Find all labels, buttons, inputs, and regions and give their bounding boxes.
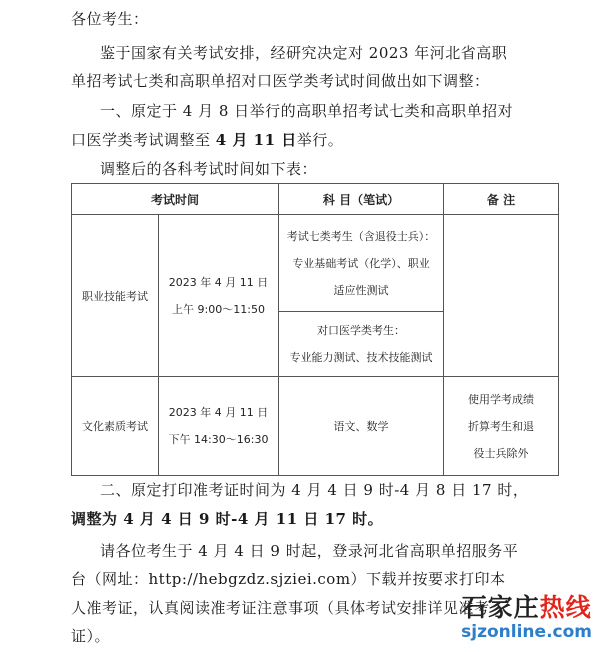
subject-line: 考试七类考生（含退役士兵）： [286, 229, 436, 243]
table-intro: 调整后的各科考试时间如下表： [100, 160, 318, 178]
site-watermark [461, 588, 592, 642]
exam-name-cell: 职业技能考试 [72, 215, 159, 377]
header-note: 备 注 [444, 184, 559, 215]
exam-time: 下午 14:30～16:30 [168, 433, 269, 446]
table-row [72, 377, 559, 476]
exam-datetime-cell [159, 377, 279, 476]
subject-cell [279, 312, 444, 377]
exam-schedule-table [71, 183, 559, 476]
table-row [72, 215, 559, 312]
item3-line-4: 证）。 [71, 627, 111, 645]
item3-line-1: 请各位考生于 4 月 4 日 9 时起，登录河北省高职单招服务平 [100, 542, 519, 560]
note-line: 折算考生和退 [468, 419, 535, 433]
watermark-dark: 石家庄 [461, 593, 540, 622]
exam-datetime-cell [159, 215, 279, 377]
item2-line-1: 二、原定打印准考证时间为 4 月 4 日 9 时-4 月 8 日 17 时， [100, 481, 529, 499]
subject-line: 适应性测试 [333, 283, 389, 297]
note-line: 役士兵除外 [473, 446, 529, 460]
subject-line: 专业基础考试（化学）、职业 [292, 256, 430, 270]
item1-line-2 [71, 129, 343, 150]
item1-line-1: 一、原定于 4 月 8 日举行的高职单招考试七类和高职单招对 [100, 102, 514, 120]
item1-text-c: 举行。 [296, 131, 344, 149]
salutation: 各位考生： [71, 10, 149, 28]
header-subject: 科 目（笔试） [279, 184, 444, 215]
subject-line: 对口医学类考生： [317, 324, 406, 337]
header-exam-time: 考试时间 [72, 184, 279, 215]
subject-cell [279, 215, 444, 312]
item2-line-2: 调整为 4 月 4 日 9 时-4 月 11 日 17 时。 [71, 510, 384, 528]
table-header-row [72, 184, 559, 215]
intro-line-1: 鉴于国家有关考试安排，经研究决定对 2023 年河北省高职 [100, 44, 508, 62]
exam-time: 上午 9:00～11:50 [172, 302, 265, 316]
item1-date-bold: 4 月 11 日 [215, 131, 297, 149]
item1-text-a: 口医学类考试调整至 [71, 131, 216, 149]
intro-line-2: 单招考试七类和高职单招对口医学类考试时间做出如下调整： [71, 72, 490, 90]
note-line: 使用学考成绩 [468, 392, 535, 406]
watermark-red: 热线 [539, 593, 592, 622]
exam-date: 2023 年 4 月 11 日 [168, 275, 269, 289]
note-cell [444, 377, 559, 476]
item3-line-3: 人准考证，认真阅读准考证注意事项（具体考试安排详见准考 [71, 599, 490, 617]
exam-name-cell: 文化素质考试 [72, 377, 159, 476]
subject-cell: 语文、数学 [279, 377, 444, 476]
exam-date: 2023 年 4 月 11 日 [168, 406, 269, 419]
subject-line: 专业能力测试、技术技能测试 [289, 351, 433, 364]
note-cell [444, 215, 559, 377]
item3-line-2: 台（网址：http://hebgzdz.sjziei.com）下载并按要求打印本 [71, 570, 506, 588]
watermark-logo-text [461, 588, 592, 624]
watermark-url: sjzonline.com [461, 622, 592, 642]
